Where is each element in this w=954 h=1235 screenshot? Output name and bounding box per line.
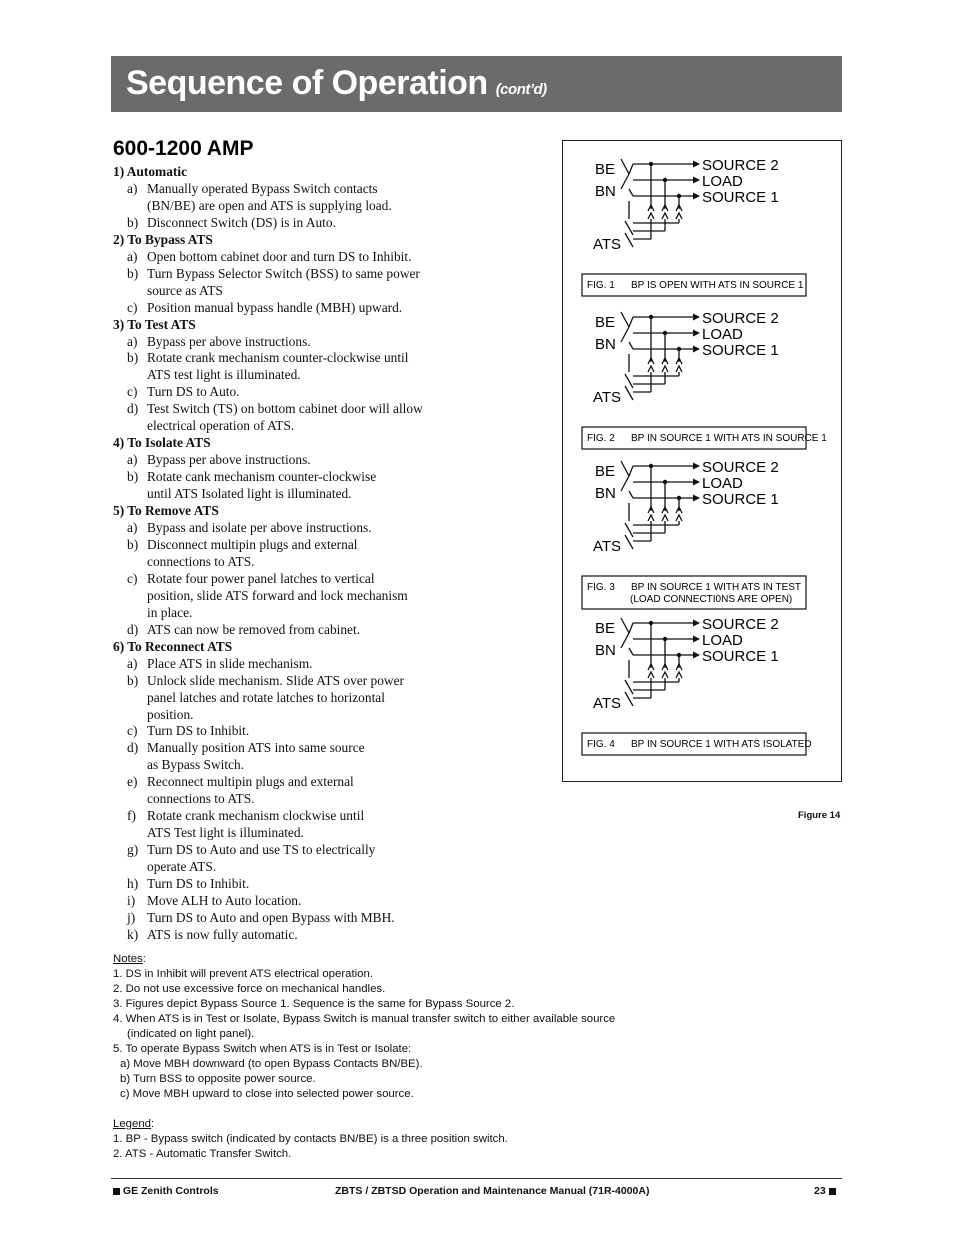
step-item-letter: a): [127, 180, 138, 196]
step-item-text: [147, 215, 336, 232]
step-item-line: connections to ATS.: [147, 791, 255, 807]
be-contact: [621, 633, 629, 648]
figure-number: FIG. 4: [587, 739, 615, 750]
be-contact: [621, 327, 629, 342]
ats-label: ATS: [593, 695, 622, 712]
junction-dot: [663, 178, 667, 182]
step-item-letter: c): [127, 723, 138, 739]
be-contact: [621, 476, 629, 491]
be-contact: [621, 312, 629, 327]
page-title-subtitle: (cont’d): [495, 81, 547, 98]
arrow-icon: [693, 177, 700, 184]
step-item-letter: e): [127, 774, 138, 790]
source2-label: SOURCE 2: [702, 157, 779, 174]
figure-number: FIG. 3: [587, 582, 615, 593]
step-item-letter: a): [127, 333, 138, 349]
step-item-text: [147, 334, 311, 351]
step-item-line: Turn DS to Auto and use TS to electrically: [147, 842, 376, 858]
step-item-line: until ATS Isolated light is illuminated.: [147, 486, 352, 502]
step-item-line: Turn DS to Auto.: [147, 384, 240, 400]
step-item: [113, 384, 553, 401]
step-item-text: [147, 537, 357, 571]
footer-square-icon: [113, 1188, 120, 1195]
step-item-letter: d): [127, 740, 139, 756]
step-item-line: in place.: [147, 604, 193, 620]
ats-switch-contact: [625, 523, 633, 537]
step-item-line: source as ATS: [147, 282, 223, 298]
step-item: [113, 300, 553, 317]
step-heading: 5) To Remove ATS: [113, 503, 219, 519]
step-item-letter: b): [127, 672, 139, 688]
be-contact: [629, 623, 633, 633]
notes-heading: Notes:: [113, 953, 146, 965]
junction-dot: [649, 621, 653, 625]
step-item-letter: b): [127, 536, 139, 552]
footer-page: [814, 1185, 836, 1197]
step-item-line: panel latches and rotate latches to horizontal: [147, 689, 385, 705]
arrow-icon: [693, 193, 700, 200]
junction-dot: [677, 194, 681, 198]
switch-diagram-1: [582, 157, 806, 296]
source1-label: SOURCE 1: [702, 189, 779, 206]
ats-switch-contact: [625, 386, 633, 400]
bn-label: BN: [595, 485, 616, 502]
source1-label: SOURCE 1: [702, 342, 779, 359]
step-item: [113, 673, 553, 724]
be-contact: [621, 461, 629, 476]
step-item-text: [147, 520, 372, 537]
legend-line: 2. ATS - Automatic Transfer Switch.: [113, 1148, 292, 1160]
header-bar: [111, 56, 842, 112]
arrow-icon: [693, 346, 700, 353]
source1-label: SOURCE 1: [702, 491, 779, 508]
step-item-line: electrical operation of ATS.: [147, 418, 295, 434]
notes-heading-text: Notes: [113, 953, 143, 965]
footer-company: GE Zenith Controls: [122, 1185, 219, 1197]
junction-dot: [677, 496, 681, 500]
step-heading: 3) To Test ATS: [113, 316, 196, 332]
load-label: LOAD: [702, 475, 743, 492]
step-item-letter: d): [127, 621, 139, 637]
step-item-line: Move ALH to Auto location.: [147, 892, 302, 908]
step-item: [113, 656, 553, 673]
step-item-text: [147, 876, 249, 893]
bn-label: BN: [595, 336, 616, 353]
step-item-text: [147, 350, 409, 384]
figure-number: FIG. 1: [587, 280, 615, 291]
step-item-letter: a): [127, 655, 138, 671]
step-item: [113, 622, 553, 639]
step-item-line: position, slide ATS forward and lock mechanism: [147, 587, 408, 603]
bn-contact: [629, 648, 633, 655]
source1-label: SOURCE 1: [702, 648, 779, 665]
note-line: a) Move MBH downward (to open Bypass Contacts BN/BE).: [120, 1058, 423, 1070]
step-item-letter: c): [127, 299, 138, 315]
ats-label: ATS: [593, 389, 622, 406]
step-item-line: Bypass and isolate per above instructions.: [147, 520, 372, 536]
footer-manual-title: ZBTS / ZBTSD Operation and Maintenance Manual (71R-4000A): [335, 1185, 650, 1197]
steps-list: [113, 164, 553, 944]
step-item-letter: b): [127, 350, 139, 366]
step-item-letter: g): [127, 842, 139, 858]
section-title: 600-1200 AMP: [113, 137, 254, 160]
junction-dot: [649, 162, 653, 166]
step-item: [113, 774, 553, 808]
step-item-letter: b): [127, 265, 139, 281]
junction-dot: [649, 315, 653, 319]
step-item-line: Disconnect Switch (DS) is in Auto.: [147, 214, 336, 230]
legend-heading: Legend:: [113, 1118, 155, 1130]
step-item: [113, 723, 553, 740]
step-item-line: as Bypass Switch.: [147, 757, 245, 773]
step-item-line: Rotate crank mechanism counter-clockwise until: [147, 350, 409, 366]
step-heading: 2) To Bypass ATS: [113, 231, 213, 247]
be-label: BE: [595, 314, 616, 331]
notes-spacer: [113, 1102, 713, 1117]
step-heading: 6) To Reconnect ATS: [113, 638, 233, 654]
arrow-icon: [693, 495, 700, 502]
be-contact: [621, 159, 629, 174]
step-item-letter: c): [127, 384, 138, 400]
step-item-line: Bypass per above instructions.: [147, 333, 311, 349]
footer-page-number: 23: [814, 1185, 826, 1197]
step-heading: 4) To Isolate ATS: [113, 435, 211, 451]
step-item: [113, 266, 553, 300]
step-item: [113, 537, 553, 571]
step-item: [113, 842, 553, 876]
arrow-icon: [693, 314, 700, 321]
figure-caption-line: BP IN SOURCE 1 WITH ATS IN TEST: [631, 582, 802, 593]
step-item-text: [147, 452, 311, 469]
junction-dot: [663, 331, 667, 335]
note-line: 3. Figures depict Bypass Source 1. Sequence is the same for Bypass Source 2.: [113, 998, 515, 1010]
bn-contact: [629, 342, 633, 349]
figure-caption-line: BP IN SOURCE 1 WITH ATS ISOLATED: [631, 739, 812, 750]
step-item-letter: h): [127, 876, 139, 892]
step-item-letter: k): [127, 926, 139, 942]
be-contact: [629, 466, 633, 476]
step-item-text: [147, 740, 365, 774]
ats-switch-contact: [625, 692, 633, 706]
step-item-line: Bypass per above instructions.: [147, 452, 311, 468]
source2-label: SOURCE 2: [702, 616, 779, 633]
step-item: [113, 808, 553, 842]
step-item-text: [147, 622, 360, 639]
ats-switch-contact: [625, 233, 633, 247]
step-item-letter: b): [127, 469, 139, 485]
step-item: [113, 350, 553, 384]
note-line: 4. When ATS is in Test or Isolate, Bypass Switch is manual transfer switch to either available source: [113, 1013, 616, 1025]
step-item-letter: a): [127, 248, 138, 264]
arrow-icon: [693, 463, 700, 470]
figure-caption-line: (LOAD CONNECTI0NS ARE OPEN): [630, 594, 793, 605]
be-contact: [621, 174, 629, 189]
step-item: [113, 571, 553, 622]
be-contact: [629, 317, 633, 327]
step-item-text: [147, 571, 408, 622]
load-label: LOAD: [702, 326, 743, 343]
step-item: [113, 927, 553, 944]
step-item: [113, 249, 553, 266]
note-line: 1. DS in Inhibit will prevent ATS electrical operation.: [113, 968, 373, 980]
arrow-icon: [693, 652, 700, 659]
be-contact: [629, 164, 633, 174]
step-item-line: Place ATS in slide mechanism.: [147, 655, 313, 671]
step-item-text: [147, 384, 240, 401]
bn-label: BN: [595, 183, 616, 200]
page-title-text: Sequence of Operation: [126, 64, 488, 102]
step-item-line: Unlock slide mechanism. Slide ATS over power: [147, 672, 404, 688]
figure-caption: Figure 14: [798, 810, 841, 821]
notes-block: [113, 952, 713, 1162]
step-item-line: ATS test light is illuminated.: [147, 367, 301, 383]
step-item-line: Turn DS to Inhibit.: [147, 723, 250, 739]
note-line: c) Move MBH upward to close into selected power source.: [120, 1088, 414, 1100]
switch-diagram-3: [582, 459, 806, 609]
arrow-icon: [693, 479, 700, 486]
step-item-line: connections to ATS.: [147, 553, 255, 569]
junction-dot: [663, 480, 667, 484]
step-item-line: Rotate cank mechanism counter-clockwise: [147, 469, 377, 485]
step-item-line: Manually position ATS into same source: [147, 740, 365, 756]
step-item-text: [147, 842, 375, 876]
step-item-text: [147, 927, 298, 944]
junction-dot: [677, 653, 681, 657]
step-item-text: [147, 266, 420, 300]
step-item-line: ATS Test light is illuminated.: [147, 825, 304, 841]
step-item-line: Turn DS to Inhibit.: [147, 876, 250, 892]
step-item-line: operate ATS.: [147, 859, 217, 875]
step-item-text: [147, 249, 411, 266]
load-label: LOAD: [702, 632, 743, 649]
step-item-letter: b): [127, 214, 139, 230]
step-item-letter: a): [127, 520, 138, 536]
step-item: [113, 469, 553, 503]
step-item: [113, 740, 553, 774]
step-item-line: Open bottom cabinet door and turn DS to Inhibit.: [147, 248, 412, 264]
page-title: [126, 64, 547, 103]
step-item-line: Rotate crank mechanism clockwise until: [147, 808, 365, 824]
step-heading: 1) Automatic: [113, 164, 188, 179]
be-label: BE: [595, 463, 616, 480]
step-item-letter: a): [127, 452, 138, 468]
step-item: [113, 401, 553, 435]
source2-label: SOURCE 2: [702, 310, 779, 327]
note-line: 5. To operate Bypass Switch when ATS is in Test or Isolate:: [113, 1043, 412, 1055]
step-item-letter: j): [127, 909, 136, 925]
step-item-line: ATS is now fully automatic.: [147, 926, 298, 942]
bn-contact: [629, 491, 633, 498]
step-item-line: Reconnect multipin plugs and external: [147, 774, 354, 790]
step-item-text: [147, 893, 301, 910]
step-item: [113, 876, 553, 893]
step-item-line: Position manual bypass handle (MBH) upward.: [147, 299, 403, 315]
note-line: (indicated on light panel).: [127, 1028, 255, 1040]
step-item-text: [147, 673, 404, 724]
arrow-icon: [693, 636, 700, 643]
step-item-text: [147, 401, 423, 435]
source2-label: SOURCE 2: [702, 459, 779, 476]
bn-contact: [629, 189, 633, 196]
ats-switch-contact: [625, 535, 633, 549]
note-line: 2. Do not use excessive force on mechanical handles.: [113, 983, 386, 995]
switch-diagram-2: [582, 310, 827, 449]
step-item-text: [147, 723, 249, 740]
step-item-text: [147, 300, 402, 317]
step-item: [113, 181, 553, 215]
step-item-line: (BN/BE) are open and ATS is supplying load.: [147, 197, 392, 213]
step-item-line: Test Switch (TS) on bottom cabinet door will allow: [147, 401, 423, 417]
ats-switch-contact: [625, 680, 633, 694]
figure-number: FIG. 2: [587, 433, 615, 444]
bn-label: BN: [595, 642, 616, 659]
step-item-text: [147, 656, 313, 673]
load-label: LOAD: [702, 173, 743, 190]
figure-caption-line: BP IN SOURCE 1 WITH ATS IN SOURCE 1: [631, 433, 827, 444]
step-item: [113, 520, 553, 537]
step-item-text: [147, 469, 376, 503]
step-item-text: [147, 181, 392, 215]
footer-square-icon: [829, 1188, 836, 1195]
ats-switch-contact: [625, 221, 633, 235]
legend-heading-text: Legend: [113, 1118, 152, 1130]
junction-dot: [649, 464, 653, 468]
step-item: [113, 334, 553, 351]
step-item-line: Turn DS to Auto and open Bypass with MBH.: [147, 909, 395, 925]
step-item-line: Disconnect multipin plugs and external: [147, 536, 358, 552]
junction-dot: [677, 347, 681, 351]
figure-14-diagram: [562, 140, 842, 782]
arrow-icon: [693, 161, 700, 168]
legend-line: 1. BP - Bypass switch (indicated by contacts BN/BE) is a three position switch.: [113, 1133, 508, 1145]
step-item: [113, 910, 553, 927]
step-item-line: ATS can now be removed from cabinet.: [147, 621, 361, 637]
step-item-text: [147, 774, 354, 808]
step-item-line: Rotate four power panel latches to vertical: [147, 570, 375, 586]
step-item-letter: f): [127, 808, 136, 824]
switch-diagram-svg: [563, 141, 841, 781]
arrow-icon: [693, 330, 700, 337]
step-item-line: position.: [147, 706, 194, 722]
step-item-line: Turn Bypass Selector Switch (BSS) to same power: [147, 265, 420, 281]
step-item: [113, 893, 553, 910]
junction-dot: [663, 637, 667, 641]
footer-divider: [111, 1178, 842, 1179]
figure-caption-line: BP IS OPEN WITH ATS IN SOURCE 1: [631, 280, 804, 291]
be-label: BE: [595, 620, 616, 637]
note-line: b) Turn BSS to opposite power source.: [120, 1073, 316, 1085]
switch-diagram-4: [582, 616, 812, 755]
step-item-text: [147, 808, 364, 842]
step-item-line: Manually operated Bypass Switch contacts: [147, 180, 378, 196]
step-item: [113, 215, 553, 232]
step-item: [113, 452, 553, 469]
ats-switch-contact: [625, 374, 633, 388]
be-contact: [621, 618, 629, 633]
step-item-letter: i): [127, 892, 136, 908]
footer-left: [113, 1185, 219, 1197]
ats-label: ATS: [593, 538, 622, 555]
step-item-text: [147, 910, 395, 927]
step-item-letter: d): [127, 401, 139, 417]
step-item-letter: c): [127, 570, 138, 586]
be-label: BE: [595, 161, 616, 178]
ats-label: ATS: [593, 236, 622, 253]
arrow-icon: [693, 620, 700, 627]
